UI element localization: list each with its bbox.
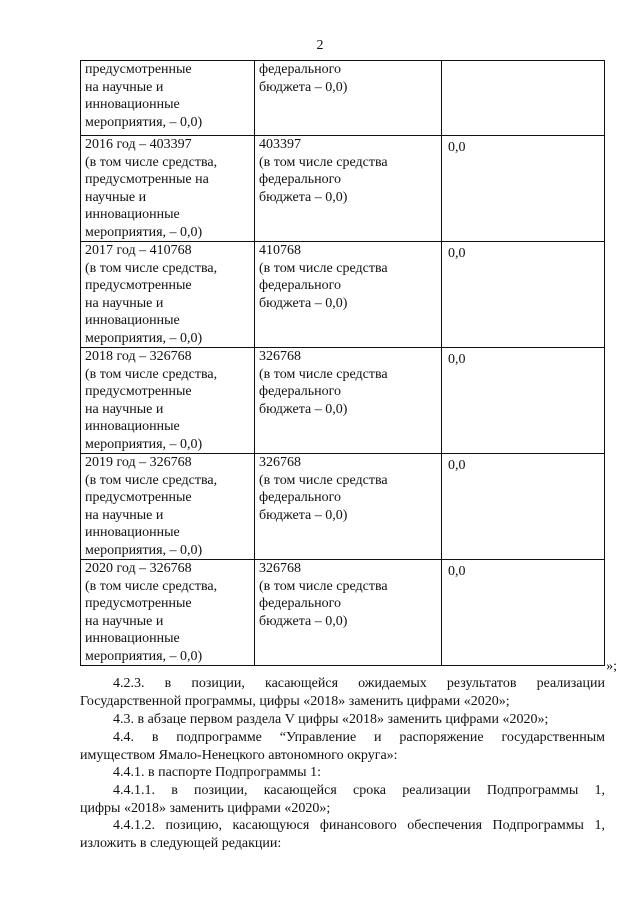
cell-line: предусмотренные — [85, 384, 192, 399]
page-number: 2 — [316, 38, 324, 53]
paragraph-line: цифры «2018» заменить цифрами «2020»; — [80, 800, 331, 816]
cell-line: бюджета – 0,0) — [259, 79, 348, 95]
cell-line: (в том числе средства — [259, 366, 388, 382]
cell-line: (в том числе средства, — [85, 578, 218, 594]
table-row — [81, 454, 605, 560]
year-total-cell — [81, 454, 255, 560]
cell-line: (в том числе средства — [259, 154, 388, 170]
financing-table — [80, 60, 605, 666]
cell-line: инновационные — [85, 419, 180, 434]
cell-line: бюджета – 0,0) — [259, 401, 348, 417]
cell-line: мероприятия, – 0,0) — [85, 114, 203, 130]
paragraph-line: 4.4.1.1. в позиции, касающейся срока реализации Подпрограммы 1, — [113, 783, 605, 798]
cell-line: инновационные — [85, 207, 180, 222]
cell-line: 2016 год – 403397 — [85, 137, 192, 152]
year-total-cell — [81, 348, 255, 454]
cell-line: 0,0 — [448, 140, 466, 155]
cell-line: (в том числе средства — [259, 578, 388, 594]
cell-line: 0,0 — [448, 352, 466, 367]
cell-line: мероприятия, – 0,0) — [85, 224, 203, 240]
year-total-cell — [81, 136, 255, 242]
cell-line: 0,0 — [448, 564, 466, 579]
cell-line: бюджета – 0,0) — [259, 613, 348, 629]
table-row — [81, 61, 605, 136]
closing-quote: »; — [606, 659, 617, 674]
cell-line: федерального — [259, 278, 342, 293]
paragraph-line: Государственной программы, цифры «2018» заменить цифрами «2020»; — [80, 693, 510, 709]
cell-line: на научные и — [85, 613, 164, 629]
year-total-cell — [81, 560, 255, 666]
paragraph-line: 4.4.1. в паспорте Подпрограммы 1: — [113, 765, 321, 780]
cell-line: на научные и — [85, 401, 164, 417]
cell-line: (в том числе средства, — [85, 260, 218, 276]
other-source-cell — [442, 454, 605, 560]
cell-line: федерального — [259, 62, 342, 77]
paragraph-p-4-4 — [80, 729, 605, 764]
paragraph-line: 4.4.1.2. позицию, касающуюся финансового обеспечения Подпрограммы 1, — [113, 818, 605, 833]
cell-line: 326768 — [259, 349, 301, 364]
paragraph-p-4-4-1-1 — [80, 782, 605, 817]
cell-line: инновационные — [85, 313, 180, 328]
cell-line: 2017 год – 410768 — [85, 243, 192, 258]
cell-line: 2019 год – 326768 — [85, 455, 192, 470]
cell-line: федерального — [259, 596, 342, 611]
cell-line: 2018 год – 326768 — [85, 349, 192, 364]
cell-line: федерального — [259, 490, 342, 505]
cell-line: на научные и — [85, 79, 164, 95]
cell-line: федерального — [259, 384, 342, 399]
paragraph-p-4-3 — [80, 711, 605, 729]
cell-line: мероприятия, – 0,0) — [85, 542, 203, 558]
cell-line: бюджета – 0,0) — [259, 507, 348, 523]
cell-line: предусмотренные на — [85, 172, 209, 187]
cell-line: инновационные — [85, 525, 180, 540]
cell-line: 326768 — [259, 561, 301, 576]
cell-line: (в том числе средства, — [85, 366, 218, 382]
paragraph-p-4-4-1 — [80, 764, 605, 782]
other-source-cell — [442, 348, 605, 454]
cell-line: предусмотренные — [85, 62, 192, 77]
paragraph-line: изложить в следующей редакции: — [80, 835, 282, 851]
cell-line: мероприятия, – 0,0) — [85, 436, 203, 452]
paragraph-line: 4.4. в подпрограмме “Управление и распоряжение государственным — [113, 730, 605, 745]
cell-line: (в том числе средства, — [85, 472, 218, 488]
budget-cell — [255, 242, 442, 348]
other-source-cell — [442, 242, 605, 348]
cell-line: мероприятия, – 0,0) — [85, 648, 203, 664]
cell-line: 0,0 — [448, 246, 466, 261]
cell-line: 403397 — [259, 137, 301, 152]
cell-line: мероприятия, – 0,0) — [85, 330, 203, 346]
cell-line: федерального — [259, 172, 342, 187]
cell-line: (в том числе средства — [259, 260, 388, 276]
cell-line: на научные и — [85, 295, 164, 311]
cell-line: на научные и — [85, 507, 164, 523]
table-row — [81, 242, 605, 348]
financing-table-body — [81, 61, 605, 666]
paragraph-p-4-2-3 — [80, 675, 605, 710]
other-source-cell — [442, 136, 605, 242]
cell-line: 326768 — [259, 455, 301, 470]
cell-line: 0,0 — [448, 458, 466, 473]
table-row — [81, 136, 605, 242]
cell-line: 2020 год – 326768 — [85, 561, 192, 576]
cell-line: (в том числе средства, — [85, 154, 218, 170]
budget-cell — [255, 560, 442, 666]
other-source-cell — [442, 560, 605, 666]
budget-cell — [255, 348, 442, 454]
budget-cell — [255, 61, 442, 136]
year-total-cell — [81, 242, 255, 348]
cell-line: предусмотренные — [85, 490, 192, 505]
cell-line: бюджета – 0,0) — [259, 295, 348, 311]
cell-line: научные и — [85, 189, 147, 205]
period-total-cell — [81, 61, 255, 136]
cell-line: предусмотренные — [85, 278, 192, 293]
paragraph-line: 4.3. в абзаце первом раздела V цифры «2018» заменить цифрами «2020»; — [113, 712, 549, 727]
table-row — [81, 348, 605, 454]
paragraph-line: имуществом Ямало-Ненецкого автономного округа»: — [80, 747, 398, 763]
other-source-cell — [442, 61, 605, 136]
cell-line: (в том числе средства — [259, 472, 388, 488]
budget-cell — [255, 136, 442, 242]
cell-line: бюджета – 0,0) — [259, 189, 348, 205]
paragraph-p-4-4-1-2 — [80, 817, 605, 852]
cell-line: 410768 — [259, 243, 301, 258]
cell-line: инновационные — [85, 97, 180, 112]
budget-cell — [255, 454, 442, 560]
cell-line: предусмотренные — [85, 596, 192, 611]
table-row — [81, 560, 605, 666]
cell-line: инновационные — [85, 631, 180, 646]
paragraph-line: 4.2.3. в позиции, касающейся ожидаемых результатов реализации — [113, 676, 605, 691]
